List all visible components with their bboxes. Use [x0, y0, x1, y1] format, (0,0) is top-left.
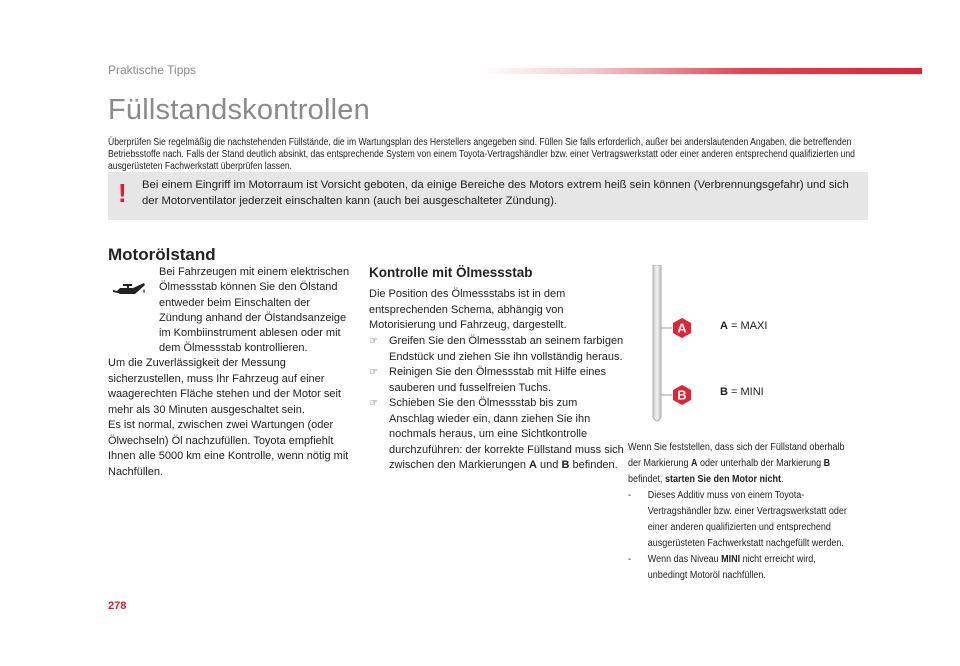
level-note: [628, 440, 853, 584]
oil-level-heading: Motorölstand: [108, 245, 216, 264]
oil-paragraph-2: Es ist normal, zwischen zwei Wartungen (oder Ölwechseln) Öl nachzufüllen. Toyota empfiehlt Ihnen alle 5000 km eine Kontrolle, wenn nötig mit Nachfüllen.: [108, 419, 349, 478]
exclamation-icon: !: [118, 178, 127, 208]
bullet-icon: ☞: [369, 367, 378, 378]
marker-b-badge: [671, 384, 693, 406]
marker-a-badge: [671, 317, 693, 339]
bullet-icon: ☞: [369, 336, 378, 347]
list-item: ☞ Schieben Sie den Ölmessstab bis zum Anschlag wieder ein, dann ziehen Sie ihn nochmals heraus, um eine Sichtkontrolle durchzuführen: der korrekte Füllstand muss sich zwischen den Markierungen A und B befinden.: [369, 397, 624, 471]
oil-paragraph-1: Um die Zuverlässigkeit der Messung sicherzustellen, muss Ihr Fahrzeug auf einer waagerechten Fläche stehen und der Motor seit mehr als 30 Minuten ausgeschaltet sein.: [108, 357, 341, 416]
intro-paragraph: Überprüfen Sie regelmäßig die nachstehenden Füllstände, die im Wartungsplan des Herstellers angegeben sind. Füllen Sie falls erforderlich, außer bei anderslautenden Angaben, die betreffenden Betriebsstoffe nach. Falls der Stand deutlich absinkt, das entsprechende System von einem Toyota-Vertragshändler bzw. einer Vertragswerkstatt oder einer anderen entsprechend qualifizierten und ausgerüsteten Fachwerkstatt überprüfen lassen.: [108, 137, 855, 172]
oil-can-icon: [110, 280, 148, 302]
dipstick-intro: Die Position des Ölmessstabs ist in dem entsprechenden Schema, abhängig von Motorisierung und Fahrzeug, dargestellt.: [369, 288, 567, 331]
note-paragraph: Wenn Sie feststellen, dass sich der Füllstand oberhalb der Markierung A oder unterhalb der Markierung B befindet, starten Sie den Motor nicht.: [628, 442, 845, 485]
list-item: - Dieses Additiv muss von einem Toyota-Vertragshändler bzw. einer Vertragswerkstatt oder einer anderen qualifizierten und entsprechend ausgerüsteten Fachwerkstatt nachgefüllt werden.: [628, 490, 847, 549]
marker-a-letter: A: [677, 320, 687, 336]
page-number: 278: [108, 600, 127, 612]
marker-b-letter: B: [677, 387, 687, 403]
list-item: ☞ Reinigen Sie den Ölmessstab mit Hilfe eines sauberen und fusselfreien Tuchs.: [369, 366, 607, 394]
dipstick-heading: Kontrolle mit Ölmessstab: [369, 265, 533, 280]
section-label: Praktische Tipps: [108, 63, 197, 77]
level-b-label: B = MINI: [720, 386, 764, 398]
dipstick-steps: [369, 334, 624, 474]
note-list: [628, 488, 853, 584]
level-a-label: A = MAXI: [720, 320, 768, 332]
oil-intro-text: Bei Fahrzeugen mit einem elektrischen Ölmessstab können Sie den Ölstand entweder beim Einschalten der Zündung anhand der Ölstandsanzeige im Kombiinstrument ablesen oder mit dem Ölmessstab kontrollieren.: [159, 266, 350, 355]
bullet-icon: ☞: [369, 398, 378, 409]
page-title: Füllstandskontrollen: [108, 94, 370, 126]
list-item: - Wenn das Niveau MINI nicht erreicht wird, unbedingt Motoröl nachfüllen.: [628, 554, 816, 581]
header-accent-bar: [480, 68, 922, 74]
list-item: ☞ Greifen Sie den Ölmessstab an seinem farbigen Endstück und ziehen Sie ihn vollständig heraus.: [369, 335, 624, 363]
warning-text: Bei einem Eingriff im Motorraum ist Vorsicht geboten, da einige Bereiche des Motors extrem heiß sein können (Verbrennungsgefahr) und sich der Motorventilator jederzeit einschalten kann (auch bei ausgeschalteter Zündung).: [142, 179, 849, 207]
